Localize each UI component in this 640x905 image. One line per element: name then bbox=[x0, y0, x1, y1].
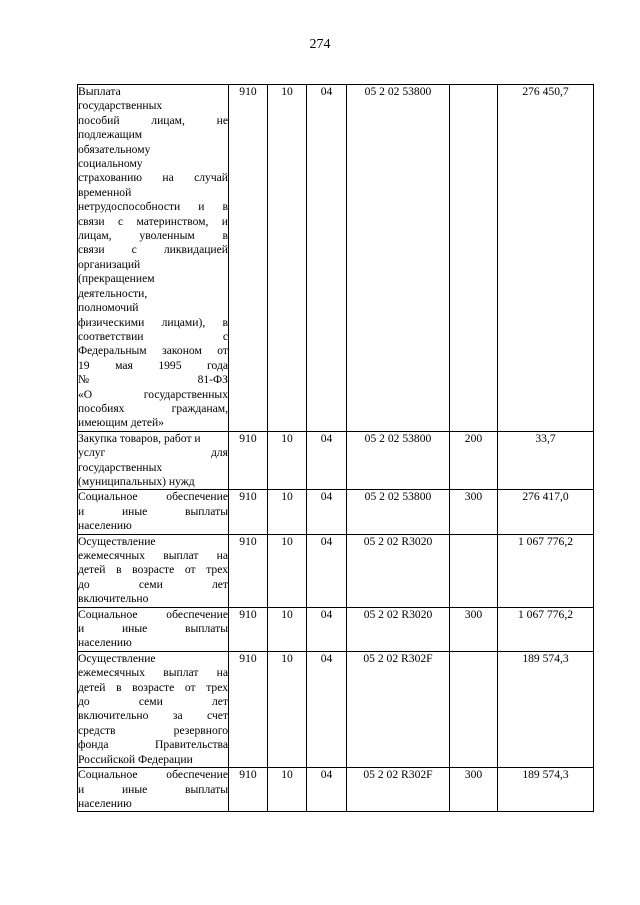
cell-name-line: Осуществление bbox=[78, 534, 156, 548]
cell-expense-type: 300 bbox=[450, 768, 498, 812]
cell-grbs: 910 bbox=[229, 431, 268, 490]
cell-name-line: населению bbox=[78, 519, 132, 533]
cell-name-line: детей в возрасте от трех bbox=[78, 680, 228, 694]
cell-name bbox=[78, 651, 229, 767]
table-row bbox=[78, 768, 594, 812]
cell-amount: 189 574,3 bbox=[498, 651, 594, 767]
cell-target-article: 05 2 02 53800 bbox=[347, 431, 450, 490]
cell-expense-type: 300 bbox=[450, 490, 498, 534]
cell-name-line: Закупка товаров, работ и bbox=[78, 431, 201, 445]
cell-name-line: пособий лицам, не bbox=[78, 113, 228, 127]
cell-section: 10 bbox=[268, 768, 307, 812]
cell-grbs: 910 bbox=[229, 85, 268, 432]
cell-amount: 189 574,3 bbox=[498, 768, 594, 812]
page-number: 274 bbox=[309, 37, 331, 52]
cell-expense-type bbox=[450, 85, 498, 432]
cell-name-line: включительно за счет bbox=[78, 709, 228, 723]
table-row bbox=[78, 534, 594, 607]
cell-name-line: лицам, уволенным в bbox=[78, 229, 228, 243]
budget-table bbox=[77, 84, 594, 812]
cell-name-line: средств резервного bbox=[78, 723, 228, 737]
cell-amount: 276 417,0 bbox=[498, 490, 594, 534]
cell-name-line: временной bbox=[78, 185, 132, 199]
cell-target-article: 05 2 02 R302F bbox=[347, 651, 450, 767]
cell-name-line: страхованию на случай bbox=[78, 171, 228, 185]
cell-name-line: социальному bbox=[78, 157, 143, 171]
cell-section: 10 bbox=[268, 490, 307, 534]
cell-name-line: 19 мая 1995 года bbox=[78, 358, 228, 372]
table-row bbox=[78, 85, 594, 432]
table-row bbox=[78, 651, 594, 767]
cell-name-line: связи с ликвидацией bbox=[78, 243, 228, 257]
cell-name-line: и иные выплаты bbox=[78, 782, 228, 796]
cell-target-article: 05 2 02 R3020 bbox=[347, 607, 450, 651]
cell-name-line: организаций bbox=[78, 257, 141, 271]
cell-name-line: детей в возрасте от трех bbox=[78, 563, 228, 577]
cell-grbs: 910 bbox=[229, 490, 268, 534]
cell-name-line: Социальное обеспечение bbox=[78, 607, 228, 621]
cell-name-line: пособиях гражданам, bbox=[78, 401, 228, 415]
budget-table-body bbox=[78, 85, 594, 812]
cell-name-line: имеющим детей» bbox=[78, 416, 164, 430]
cell-name bbox=[78, 534, 229, 607]
cell-grbs: 910 bbox=[229, 768, 268, 812]
cell-amount: 1 067 776,2 bbox=[498, 534, 594, 607]
cell-name-line: включительно bbox=[78, 592, 149, 606]
cell-name-line: (прекращением bbox=[78, 272, 155, 286]
cell-expense-type: 200 bbox=[450, 431, 498, 490]
cell-subsection: 04 bbox=[307, 85, 347, 432]
cell-name-line: населению bbox=[78, 636, 132, 650]
cell-name-line: Социальное обеспечение bbox=[78, 768, 228, 782]
cell-name-line: фонда Правительства bbox=[78, 738, 228, 752]
cell-grbs: 910 bbox=[229, 534, 268, 607]
cell-amount: 33,7 bbox=[498, 431, 594, 490]
cell-section: 10 bbox=[268, 607, 307, 651]
cell-name bbox=[78, 607, 229, 651]
cell-name-line: услуг для bbox=[78, 446, 228, 460]
cell-name-line: «О государственных bbox=[78, 387, 228, 401]
cell-name-line: деятельности, bbox=[78, 286, 148, 300]
cell-name-line: до семи лет bbox=[78, 695, 228, 709]
cell-name-line: обязательному bbox=[78, 142, 151, 156]
cell-name-line: физическими лицами), в bbox=[78, 315, 228, 329]
table-row bbox=[78, 607, 594, 651]
cell-name-line: государственных bbox=[78, 99, 163, 113]
cell-name-line: государственных bbox=[78, 460, 163, 474]
cell-name-line: полномочий bbox=[78, 301, 139, 315]
cell-name-line: Выплата bbox=[78, 85, 121, 98]
cell-grbs: 910 bbox=[229, 651, 268, 767]
cell-grbs: 910 bbox=[229, 607, 268, 651]
cell-name-line: до семи лет bbox=[78, 577, 228, 591]
cell-name-line: нетрудоспособности и в bbox=[78, 200, 228, 214]
cell-name bbox=[78, 85, 229, 432]
cell-name-line: Осуществление bbox=[78, 651, 156, 665]
cell-subsection: 04 bbox=[307, 431, 347, 490]
cell-expense-type: 300 bbox=[450, 607, 498, 651]
cell-name bbox=[78, 768, 229, 812]
cell-section: 10 bbox=[268, 651, 307, 767]
table-row bbox=[78, 431, 594, 490]
cell-name-line: связи с материнством, и bbox=[78, 214, 228, 228]
table-row bbox=[78, 490, 594, 534]
cell-name-line: подлежащим bbox=[78, 128, 143, 142]
cell-subsection: 04 bbox=[307, 534, 347, 607]
cell-subsection: 04 bbox=[307, 768, 347, 812]
cell-name-line: ежемесячных выплат на bbox=[78, 549, 228, 562]
cell-target-article: 05 2 02 53800 bbox=[347, 85, 450, 432]
cell-name bbox=[78, 431, 229, 490]
cell-name-line: и иные выплаты bbox=[78, 504, 228, 518]
cell-subsection: 04 bbox=[307, 607, 347, 651]
cell-target-article: 05 2 02 R302F bbox=[347, 768, 450, 812]
cell-name-line: соответствии с bbox=[78, 329, 228, 343]
cell-expense-type bbox=[450, 534, 498, 607]
cell-name-line: Социальное обеспечение bbox=[78, 490, 228, 504]
cell-name-line: населению bbox=[78, 796, 132, 810]
cell-subsection: 04 bbox=[307, 490, 347, 534]
cell-name bbox=[78, 490, 229, 534]
cell-name-line: ежемесячных выплат на bbox=[78, 666, 228, 680]
cell-section: 10 bbox=[268, 534, 307, 607]
cell-section: 10 bbox=[268, 431, 307, 490]
cell-target-article: 05 2 02 53800 bbox=[347, 490, 450, 534]
cell-section: 10 bbox=[268, 85, 307, 432]
cell-subsection: 04 bbox=[307, 651, 347, 767]
cell-name-line: Российской Федерации bbox=[78, 752, 193, 766]
cell-name-line: № 81-ФЗ bbox=[78, 373, 228, 387]
cell-amount: 1 067 776,2 bbox=[498, 607, 594, 651]
cell-target-article: 05 2 02 R3020 bbox=[347, 534, 450, 607]
cell-amount: 276 450,7 bbox=[498, 85, 594, 432]
cell-name-line: Федеральным законом от bbox=[78, 344, 228, 358]
cell-expense-type bbox=[450, 651, 498, 767]
cell-name-line: (муниципальных) нужд bbox=[78, 474, 195, 488]
cell-name-line: и иные выплаты bbox=[78, 622, 228, 636]
